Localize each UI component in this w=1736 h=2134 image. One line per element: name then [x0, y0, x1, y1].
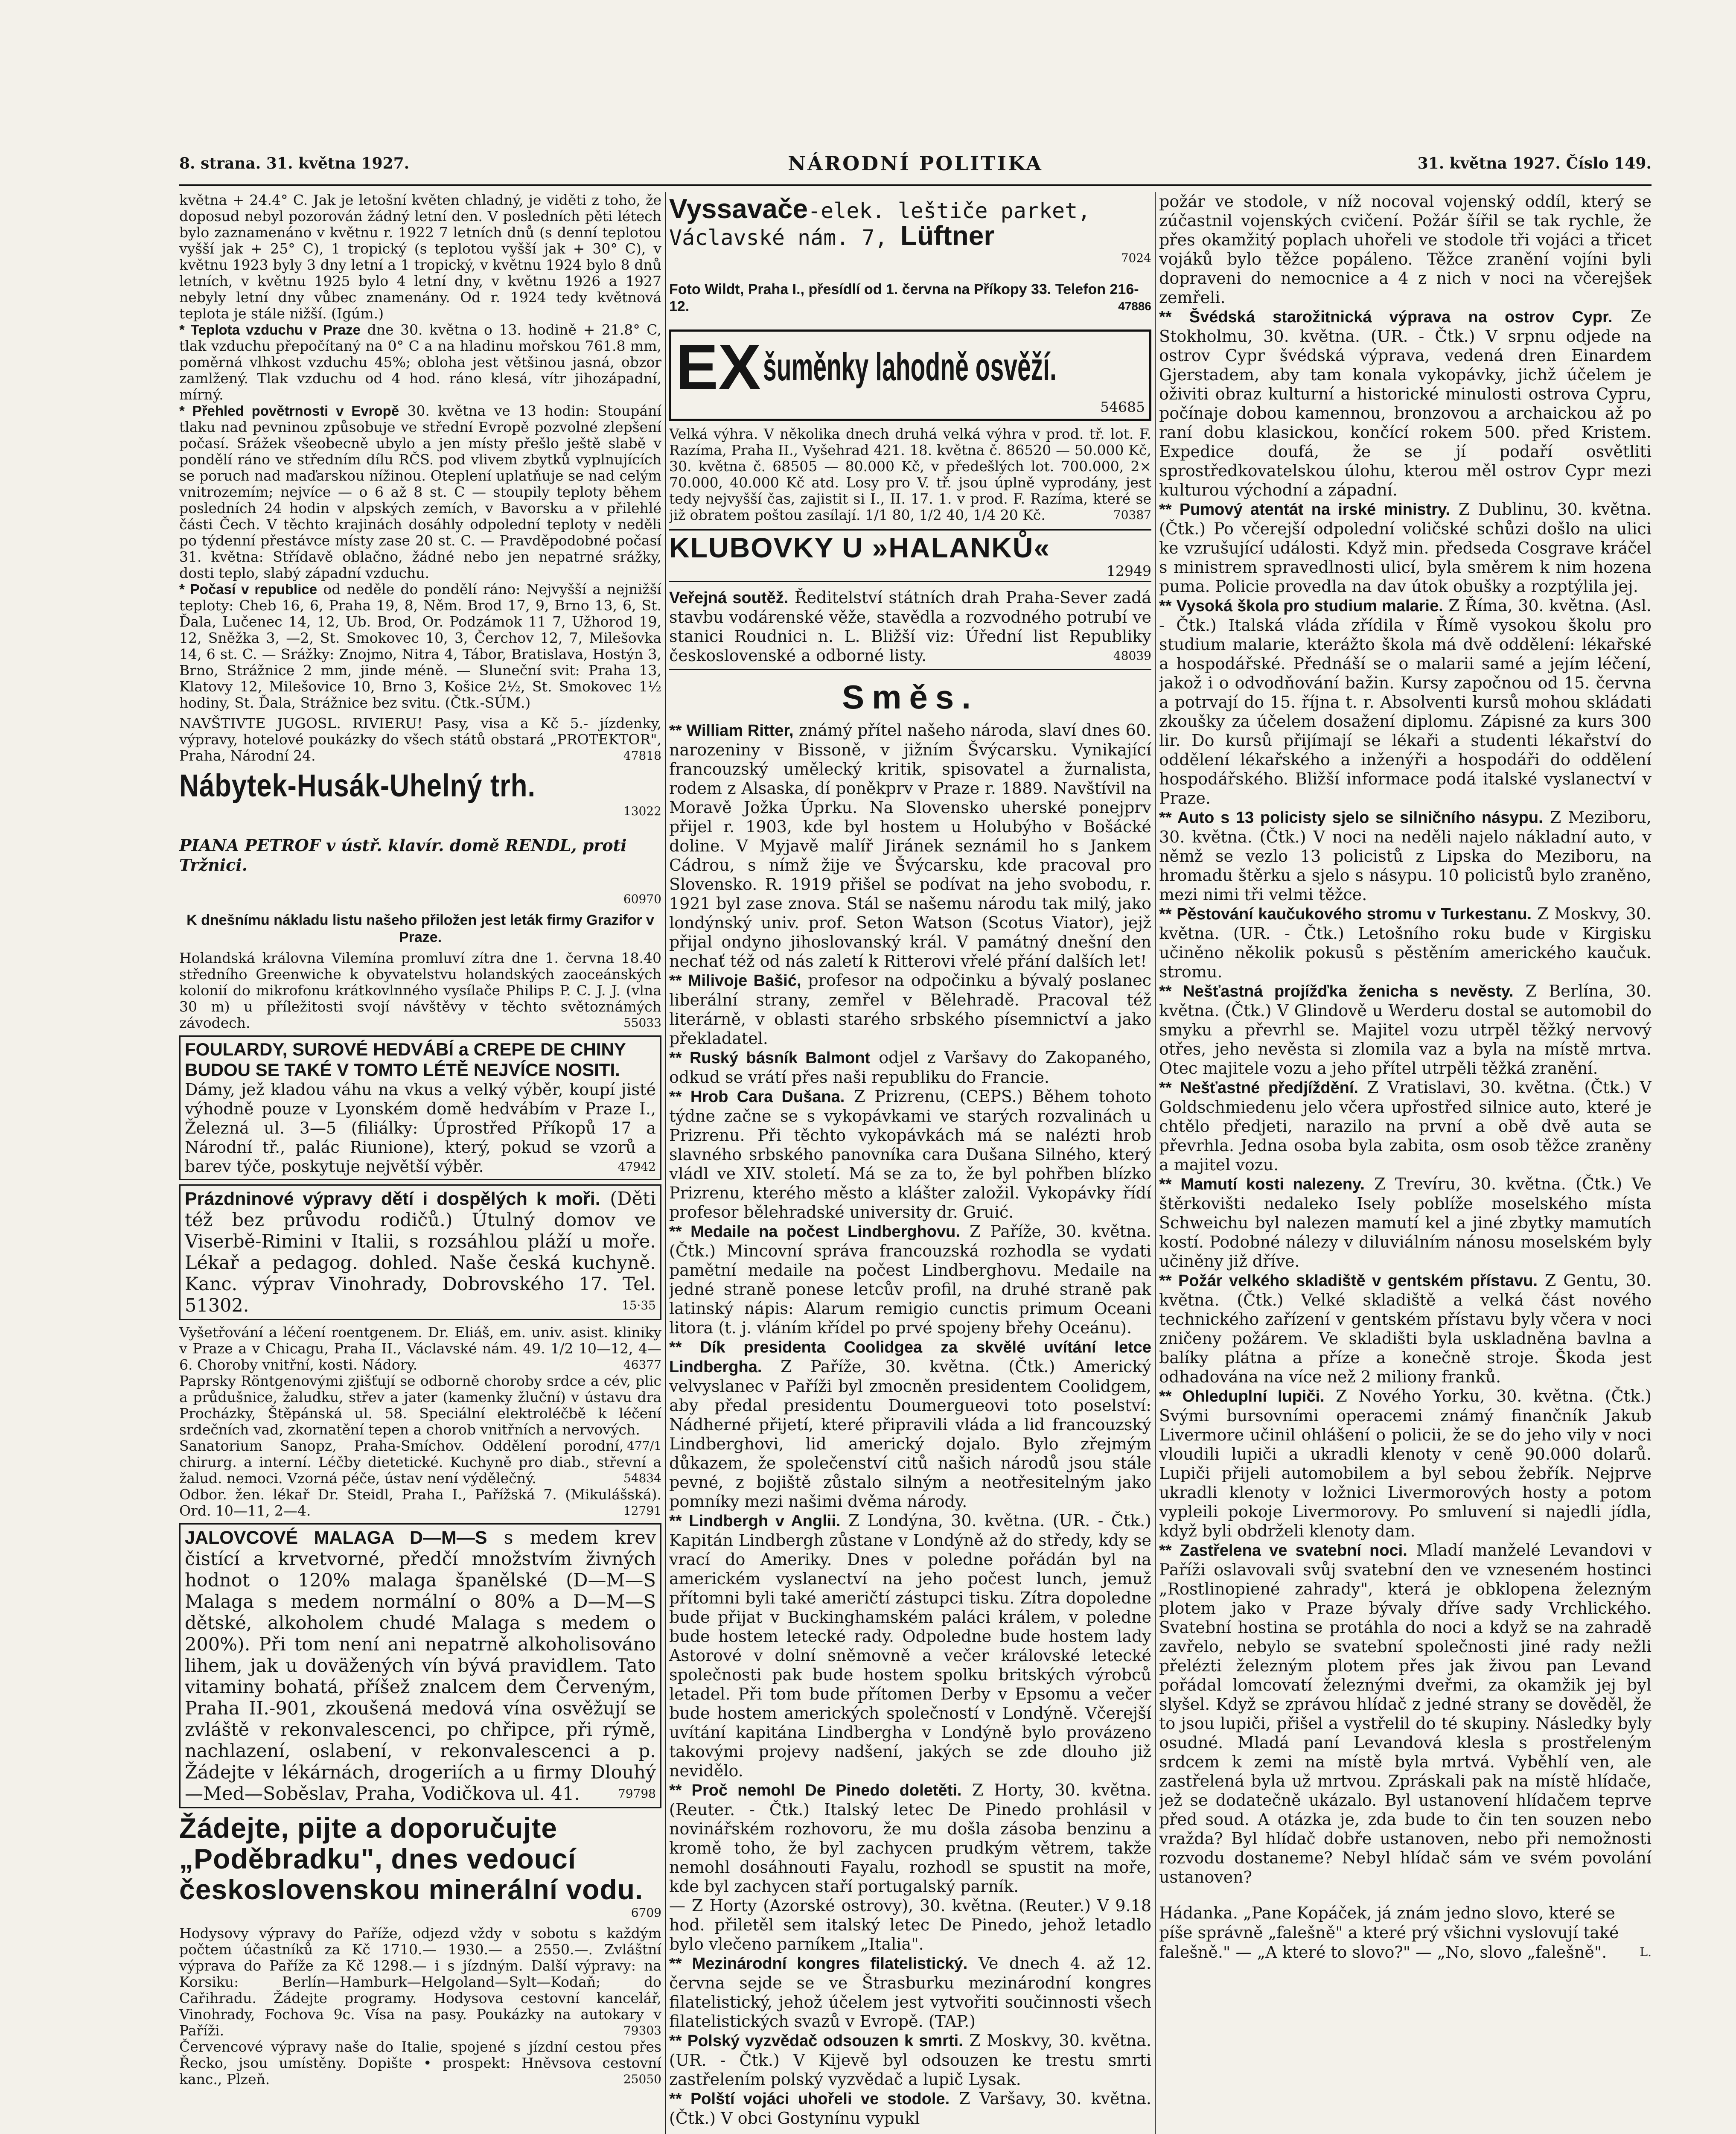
- article-polsti-vojaci: [669, 2089, 1151, 2128]
- article-heading: ** Ruský básník Balmont: [669, 1049, 871, 1067]
- article-pozar-stodola: požár ve stodole, v níž nocoval vojenský oddíl, který se zúčastnil vojenských cvičení. Požár šířil se tak rychle, že přes okamžitý poplach uhořeli ve stodole tři vojáci a třicet vojáků bylo těžce popáleno. Těžce zranění vojíni byli dopraveni do nemocnice a 4 z nich v noci na včerejšek zemřeli.: [1159, 192, 1652, 307]
- article-predjizdeni: [1159, 1078, 1652, 1175]
- article-body: profesor na odpočinku a bývalý poslanec liberální strany, zemřel v Bělehradě. Pracoval též literárně, v oblasti starého srbského písemnictví a jako překladatel.: [669, 971, 1151, 1048]
- ad-text: Holandská královna Vilemína promluví zítra dne 1. června 18.40 středního Greenwiche k obyvatelstvu holandských zaoceánských kolonií do mikrofonu krátkovlnného vysílače Philips P. C. J. J. (vlna 30 m) u příležitosti svojí návštěvy v těchto světoznámých závodech.: [179, 950, 661, 1031]
- ad-nabytek-husak: [179, 768, 661, 819]
- masthead-title: NÁRODNÍ POLITIKA: [788, 152, 1043, 175]
- ad-headline: šuměnky lahodně osvěží.: [763, 345, 1057, 389]
- ad-podebradka: [179, 1813, 661, 1921]
- ad-headline: Prázdninové výpravy dětí i dospělých k moři.: [185, 1189, 600, 1209]
- ad-prazdninove-vypravy: [179, 1184, 661, 1320]
- article-horty: — Z Horty (Azorské ostrovy), 30. května. (Reuter.) V 9.18 hod. přiletěl sem italský letec De Pinedo, jehož letadlo bylo vlečeno parníkem „Italia".: [669, 1896, 1151, 1953]
- ad-number: 48039: [1113, 649, 1151, 663]
- ad-number: 60970: [623, 892, 661, 906]
- ad-text: Vyšetřování a léčení roentgenem. Dr. Eliáš, em. univ. asist. kliniky v Praze a v Chicagu, Praha II., Václavské nám. 49. 1/2 10—12, 4—6. Choroby vnitřní, kosti. Nádory.: [179, 1324, 661, 1373]
- article-medaile-lindbergh: [669, 1222, 1151, 1338]
- ad-number: 47818: [623, 749, 661, 763]
- ad-text: Sanatorium Sanopz, Praha-Smíchov. Oddělení porodní, chirurg. a interní. Léčby dietetické. Kuchyně pro diab., střevní a žalud. nemoci. Vzorná péče, ústav není výdělečný.: [179, 1437, 661, 1487]
- ad-headline: JALOVCOVÉ MALAGA D—M—S: [185, 1528, 487, 1548]
- article-heading: ** Ohleduplní lupiči.: [1159, 1388, 1325, 1405]
- column-right: [1159, 192, 1652, 2134]
- article-body: Ředitelství státních drah Praha-Sever zadá stavbu vodárenské věže, stavědla a rozvodného potrubí ve stanici Roudnici n. L. Bližší viz: Úřední list Republiky československé a odborné listy.: [669, 588, 1151, 665]
- ad-number: 79798: [618, 1787, 656, 1801]
- ad-number: 46377: [623, 1358, 661, 1372]
- article-mamuti-kosti: [1159, 1175, 1652, 1271]
- ad-headline: Vyssavače: [669, 193, 808, 224]
- notice-priloha: K dnešnímu nákladu listu našeho přiložen jest leták firmy Grazifor v Praze.: [186, 912, 654, 945]
- article-body: Z Prizrenu, (CEPS.) Během tohoto týdne začne se s vykopávkami ve starých rozvalinách u Prizrenu. Při těchto vykopávkách má se nalézti hrob slavného srbského panovníka cara Dušana Silného, který vládl ve XIV. století. Má se za to, že byl pohřben blízko Prizrenu, kterého město a klášter založil. Vykopávky řídí profesor bělehradské university dr. Gruić.: [669, 1087, 1151, 1222]
- ad-text: s medem krev čistící a krvetvorné, předčí množstvím živných hodnot o 120% malaga španělské (D—M—S Malaga s medem normální o 80% a D—M—S dětské, alkoholem chudé Malaga s medem o 200%). Při tom není ani nepatrně alkoholisováno lihem, jak u doväžených vín bývá pravidlem. Tato vitaminy bohatá, příšež znalcem dem Červeným, Praha II.-901, zkoušená medová vína osvěžují se zvláště v rekonvalescenci, po chřipce, při rýmě, nachlazení, oslabení, v rekonvalescenci a p. Žádejte v lékárnách, drogeriích a u firmy Dlouhý—Med—Soběslav, Praha, Vodičkova ul. 41.: [185, 1527, 656, 1805]
- column-left: [179, 192, 661, 2134]
- ad-headline: FOULARDY, SUROVÉ HEDVÁBÍ a CREPE DE CHINY BUDOU SE TAKÉ V TOMTO LÉTĚ NEJVÍCE NOSITI.: [185, 1039, 626, 1080]
- ad-number: 12791: [623, 1504, 661, 1518]
- ad-text: PIANA PETROF v ústř. klavír. domě RENDL, proti Tržnici.: [179, 836, 627, 875]
- article-heading: * Teplota vzduchu v Praze: [179, 322, 361, 338]
- article-kongres-filatelisticky: [669, 1954, 1151, 2031]
- article-body: Z Moskvy, 30. května. (UR. - Čtk.) Letošního roku bude v Kirgisku učiněno několik pokusů s pěstěním amerického kaučuk. stromu.: [1159, 904, 1652, 981]
- article-heading: ** Mezinárodní kongres filatelistický.: [669, 1955, 968, 1973]
- ad-text: Paprsky Röntgenovými zjišťují se odborně choroby srdce a cév, plic a průdušnice, žaludku, střev a jater (kamenky žluční) v ústavu dra Procházky, Štěpánská ul. 58. Speciální elektroléčbě k léčení srdečních vad, zkornatění tepen a chorob vnitřních a nervových.: [179, 1373, 661, 1438]
- ad-odbor-lekar-steidl: [179, 1487, 661, 1519]
- article-ritter: [669, 721, 1151, 971]
- section-title-smes: Směs.: [842, 678, 979, 716]
- article-body: dne 30. května o 13. hodině + 21.8° C, tlak vzduchu přepočítaný na 0° C a na hladinu mořskou 761.8 mm, poměrná vlhkost vzduchu 45%; obloha jest většinou jasná, obzor zamlžený. Tlak vzduchu od 4 hod. ráno klesá, vítr jihozápadní, mírný.: [179, 321, 661, 403]
- ad-text: Dámy, jež kladou váhu na vkus a velký výběr, koupí jisté výhodně pouze v Lyonském domě hedvábím v Praze I., Železná ul. 3—5 (filiálky: Úprostřed Příkopů 17 a Národní tř., palác Riunione), který, pokud se vzorů a barev týče, poskytuje největší výběr.: [185, 1080, 656, 1176]
- article-heading: ** Dík presidenta Coolidgea za skvělé uvítání letce Lindbergha.: [669, 1338, 1151, 1376]
- article-heading: ** Nešťastné předjíždění.: [1159, 1079, 1358, 1097]
- ad-body: [669, 426, 1151, 523]
- ad-number: 15·35: [621, 1298, 656, 1312]
- ad-brand: Lüftner: [900, 220, 995, 251]
- header-issue-number: 31. května 1927. Číslo 149.: [1417, 155, 1652, 172]
- puzzle-text: Hádanka. „Pane Kopáček, já znám jedno slovo, které se píše správně „falešně" a které prý všichni vyslovují také falešně." — „A které to slovo?" — „No, slovo „falešně".: [1159, 1904, 1619, 1962]
- header-rule: [179, 184, 1652, 186]
- ad-hodysovy-vypravy: [179, 1925, 661, 2039]
- ad-number: 55033: [623, 1016, 661, 1030]
- article-auto-policiste: [1159, 808, 1652, 904]
- ad-cervencove-vypravy: [179, 2039, 661, 2087]
- ad-text: Velká výhra. V několika dnech druhá velká výhra v prod. tř. lot. F. Razíma, Praha II., Vyšehrad 421. 18. května č. 86520 — 50.000 Kč, 30. května č. 68505 — 80.000 Kč, v předešlých lot. 700.000, 2× 70.000, 40.000 Kč atd. Losy pro V. tř. jsou úplně vyprodány, jest tedy nejvyšší čas, zajistit si I., II. 17. 1. v prod. F. Razíma, které se již obratem poštou zasílají. 1/1 80, 1/2 40, 1/4 20 Kč.: [669, 426, 1151, 523]
- article-svatebni-noc: [1159, 1541, 1652, 1887]
- ad-body: [185, 1527, 656, 1805]
- ad-body: [669, 281, 1151, 315]
- article-heading: * Přehled povětrnosti v Evropě: [179, 403, 399, 419]
- article-body: Z Dublinu, 30. května. (Čtk.) Po včerejší odpolední voličské schůzi došlo na ulici ke vzrušující události. Když min. předseda Cosgrave kráčel s ministrem spravedlnosti ulicí, byla směrem k nim hozena puma. Policie provedla na dav útok obušky a rozptýlila jej.: [1159, 500, 1652, 596]
- article-body: Mladí manželé Levandovi v Paříži oslavovali svůj svatební den ve vzneseném hostinci „Rostlinopiené zahrady", která je obklopena železným plotem jako v Praze bývaly dříve sady Vrchlického. Svatební hostina se protáhla do noci a když se na zahradě zavřelo, nebylo se svatební společnosti jiné rady nežli přelézti železným plotem přes jak živou pan Levand pořádal lomcovatí železnými dveřmi, za okamžik jej byl slyšel. Když se zprávou hlídač z jedné strany se dověděl, že to jsou lupiči, přišel a vystřelil do té skupiny. Následky byly osudné. Mladá paní Levandová klesla s prostřeleným srdcem k zemi na místě byla mrtvá. Vyběhlí ven, ale zastřelená byla už mrtvou. Zpráskali pak na místě hlídače, jež se dodatečně ukázalo. Byl ustanovení hlídačem teprve před soud. A otázka je, zda bude to čin ten souzen nebo vražda? Byl hlídač dobře ustanoven, nebo při nemožnosti rozvodu dostaneme? Nebyl hlídač sám ve svém povolání ustanoven?: [1159, 1541, 1652, 1886]
- article-hrob-dusana: [669, 1087, 1151, 1222]
- article-lindbergh-anglie: [669, 1511, 1151, 1781]
- article-body: Ze Stokholmu, 30. května. (UR. - Čtk.) V srpnu odjede na ostrov Cypr švédská výprava, vedená dren Einardem Gjerstadem, aby tam konala vykopávky, jichž účelem je oživiti obraz kulturní a historické minulosti ostrova Cypru, počínaje dobou kamennou, bronzovou a archaickou až po raní dobu klasickou, končící rokem 500. před Kristem. Expedice doufá, že se jí podaří osvětliti sprostředkovatelskou úlohu, kterou měl ostrov Cypr mezi kulturou východní a západní.: [1159, 307, 1652, 499]
- ad-number: 7024: [1121, 251, 1151, 265]
- article-heading: ** Zastřelena ve svatební noci.: [1159, 1542, 1407, 1560]
- article-heading: ** Mamutí kosti nalezeny.: [1159, 1175, 1365, 1193]
- ad-paprsky-rontgen: [179, 1373, 661, 1453]
- ad-number: 54834: [623, 1471, 661, 1485]
- article-heading: ** Hrob Cara Dušana.: [669, 1088, 845, 1106]
- ad-klubovky: [669, 529, 1151, 582]
- ad-number: 6709: [631, 1906, 661, 1920]
- ad-number: 477/1: [627, 1439, 661, 1453]
- article-heading: ** Vysoká škola pro studium malarie.: [1159, 597, 1443, 615]
- article-heading: ** Pěstování kaučukového stromu v Turkestanu.: [1159, 905, 1532, 923]
- ad-text: Hodysovy výpravy do Paříže, odjezd vždy v sobotu s každým počtem účastníků za Kč 1710.— 1930.— a 2550.—. Zvláštní výprava do Paříže za Kč 1298.— i s jízdným. Další výpravy: na Korsiku: Berlín—Hamburk—Helgoland—Sylt—Kodaň; do Cařihradu. Žádejte programy. Hodysova cestovní kancelář, Vinohrady, Fochova 9c. Vísa na pasy. Poukázky na autokary v Paříži.: [179, 1925, 661, 2039]
- article-pumovy-atentat: [1159, 500, 1652, 596]
- article-body: známý přítel našeho národa, slaví dnes 60. narozeniny v Bissoně, v jižním Švýcarsku. Vynikající francouzský umělecký kritik, spisovatel a žurnalista, rodem z Alsaska, dí poněkprv v Praze r. 1889. Navštívil na Moravě Jožka Úprku. Na Slovensko uherské ponejprv přijel r. 1903, kde byl hostem u Holubýho v Bošácké doline. V Myjavě malíř Jiránek seznámil ho s Jankem Cádrou, s nímž žije ve Švýcarsku, kde pracoval pro Slovensko. R. 1919 přišel se podívat na jeho svobodu, r. 1921 byl zase znova. Stál se našemu národu tak milý, jako londýnský univ. prof. Seton Watson (Scotus Viator), jejž přijal ondyno jihoslovanský král. V památný dnešní den nechať též od nás zaletí k Ritterovi vřelé přání dalších let!: [669, 721, 1151, 971]
- ad-kralovna-vilemina: [179, 950, 661, 1031]
- article-heading: ** Nešťastná projížďka ženicha s nevěsty.: [1159, 982, 1514, 1000]
- article-heading: ** Lindbergh v Anglii.: [669, 1512, 841, 1530]
- article-heading: ** Polský vyzvědač odsouzen k smrti.: [669, 2032, 963, 2050]
- ad-text: Foto Wildt, Praha I., přesídlí od 1. června na Příkopy 33. Telefon 216-12.: [669, 281, 1139, 315]
- ad-sanatorium-sanopz: [179, 1438, 661, 1487]
- article-heading: ** Proč nemohl De Pinedo doletěti.: [669, 1781, 962, 1799]
- article-body: Ve dnech 4. až 12. června sejde se ve Štrasburku mezinárodní kongres filatelistický, jehož účelem jest vytvořiti součinnosti všech filatelistických svazů v Evropě. (TAP.): [669, 1954, 1151, 2031]
- page-header: [179, 152, 1652, 181]
- ad-rontgen-elias: [179, 1324, 661, 1373]
- article-balmont: [669, 1048, 1151, 1087]
- article-body: od neděle do pondělí ráno: Nejvyšší a nejnižší teploty: Cheb 16, 6, Praha 19, 8, Něm. Brod 17, 9, Brno 13, 6, St. Ďala, Lučenec 14, 12, Ub. Brod, Or. Podzámok 11 7, Užhorod 19, 12, Sněžka 3, —2, St. Smokovec 10, 3, Čerchov 12, 7, Milešovka 14, 6 st. C. — Srážky: Znojmo, Nitra 4, Tábor, Bratislava, Hostýn 3, Brno, Strážnice 2 mm, jinde méně. — Sluneční svit: Praha 13, Klatovy 12, Milešovice 10, Brno 3, Košice 2½, St. Smokovec 1½ hodiny, St. Ďala, Strážnice bez svitu. (Čtk.-SÚM.): [179, 581, 661, 711]
- ad-velka-vyhra: [669, 426, 1151, 523]
- article-de-pinedo: [669, 1781, 1151, 1896]
- article-heading: ** Polští vojáci uhořeli ve stodole.: [669, 2090, 950, 2108]
- ad-number: 79303: [623, 2023, 661, 2038]
- ad-text: Odbor. žen. lékař Dr. Steidl, Praha I., Pařížská 7. (Mikulášská). Ord. 10—11, 2—4.: [179, 1486, 661, 1519]
- ad-foulardy: [179, 1035, 661, 1180]
- ad-number: 25050: [623, 2072, 661, 2086]
- ad-body: [179, 950, 661, 1031]
- article-pozar-gent: [1159, 1271, 1652, 1387]
- ad-body: [185, 1080, 656, 1176]
- ad-number: 47886: [1118, 300, 1151, 313]
- article-heading: * Počasí v republice: [179, 581, 317, 597]
- article-body: Z Trevíru, 30. května. (Čtk.) Ve štěrkovišti nedaleko Isely poblíže moselského místa Schweichu byl nalezen mamutí kel a jiné zbytky mamutích kostí. Podobné nálezy v diluviálním nánosu moselském byly učiněny již dříve.: [1159, 1175, 1652, 1271]
- article-body: Z Varšavy, 30. května. (Čtk.) V obci Gostynínu vypukl: [669, 2089, 1151, 2128]
- article-weather-may: května + 24.4° C. Jak je letošní květen chladný, je viděti z toho, že doposud nebyl pozorován žádný letní den. V posledních pěti létech bylo zaznamenáno v květnu r. 1922 7 letních dnů (s denní teplotou vyšší jak + 25° C), 1 tropický (s teplotou vyšší jak + 30° C), v květnu 1923 byly 3 dny letní a 1 tropický, v květnu 1924 bylo 8 dnů letních, v květnu 1925 bylo 4 letní dny, v květnu 1926 a 1927 nebyly letní dny vůbec znamenány. Od r. 1924 tedy květnová teplota je stále nižší. (Igúm.): [179, 192, 661, 322]
- article-basic: [669, 971, 1151, 1048]
- header-date-left: 8. strana. 31. května 1927.: [179, 155, 410, 172]
- article-malarie: [1159, 596, 1652, 808]
- notice-verejna-soutez: [669, 588, 1151, 665]
- ad-number: 12949: [1107, 563, 1151, 579]
- ad-headline: KLUBOVKY U »HALANKŮ«: [669, 532, 1051, 563]
- column-divider: [665, 192, 666, 2134]
- ad-headline: Žádejte, pijte a doporučujte „Poděbradku", dnes vedoucí československou minerální vodu.: [179, 1812, 644, 1905]
- ad-foto-wildt: [669, 281, 1151, 315]
- article-pocasi-republika: [179, 581, 661, 711]
- article-body: Z Meziboru, 30. května. (Čtk.) V noci na neděli najelo nákladní auto, v němž se vezlo 13 policistů z Lipska do Meziboru, na hromadu štěrku a sjelo s násypu. 10 policistů bylo zraněno, mezi nimi tři velmi těžce.: [1159, 808, 1652, 904]
- ad-jalovcove-malaga: [179, 1523, 661, 1808]
- ad-body: [179, 715, 661, 764]
- article-prehled-povetrnosti: [179, 403, 661, 581]
- article-polsky-vyzvedac: [669, 2031, 1151, 2089]
- ad-text: -elek. leštiče parket, Václavské nám. 7,: [669, 198, 1091, 250]
- article-svedska-vyprava: [1159, 307, 1652, 500]
- article-heading: Veřejná soutěž.: [669, 589, 789, 607]
- ad-number: 47942: [618, 1160, 656, 1174]
- ad-jugoslavska-riviera: [179, 715, 661, 764]
- article-body: Z Paříže, 30. května. (Čtk.) Americký velvyslanec v Paříži byl zmocněn presidentem Coolidgem, aby předal presidentu Doumergueovi toto poselství: Nádherné přijetí, které připravili vláda a lid francouzský Lindberghovi, lid americký dojalo. Bylo zřejmým důkazem, že společenství citů našich národů jsou stále pevné, z bojiště zůstalo silným a neotřesitelným jako pomníky mezi našimi dvěma národy.: [669, 1357, 1151, 1511]
- ad-brand: EX: [676, 335, 761, 399]
- column-divider: [1155, 192, 1156, 2134]
- article-body: Z Gentu, 30. května. (Čtk.) Velké skladiště a velká část nového technického zařízení v gentském přístavu byly včera v noci zničeny požárem. Ve skladišti byla uskladněna bavlna a balíky plátna a příze a konečně stroje. Škoda jest odhadována na více než 2 miliony franků.: [1159, 1271, 1652, 1386]
- article-body: odjel z Varšavy do Zakopaného, odkud se vrátí přes naši republiku do Francie.: [669, 1048, 1151, 1087]
- column-middle: [669, 192, 1151, 2134]
- ad-piana-petrof: [179, 836, 661, 907]
- article-body: Z Říma, 30. května. (Asl. - Čtk.) Italská vláda zřídila v Římě vysokou školu pro studium malarie, kterážto škola má dvě oddělení: lékařské a hospodářské. Přednáší se o malarii samé a jejím léčení, jakož i o odvodňování bažin. Kursy započnou od 15. června a potrvají do 15. října t. r. Absolventi kursů mohou skládati zkoušky za účelem dosažení diplomu. Zápisné za kurs 300 lir. Do kursů přijímají se lékaři a studenti lékařství do oddělení lékařského a inženýři a hospodáři do oddělení hospodářského. Bližší informace podá italské vyslanectví v Praze.: [1159, 596, 1652, 808]
- article-teplota: [179, 322, 661, 403]
- article-body: Z Vratislavi, 30. května. (Čtk.) V Goldschmiedenu jelo včera upřostřed silnice auto, které je chtělo předjeti, narazilo na první a obě dvě auta se převrhla. Jedna osoba byla zabita, osm osob těžce zraněny a majitel vozu.: [1159, 1078, 1652, 1174]
- article-heading: ** Medaile na počest Lindberghovu.: [669, 1223, 960, 1241]
- ad-text: Červencové výpravy naše do Italie, spojené s jízdní cestou přes Řecko, jsou umístěny. Dopište • prospekt: Hněvsova cestovní kanc., Plzeň.: [179, 2038, 661, 2087]
- ad-number: 70387: [1113, 508, 1151, 522]
- article-body: Z Londýna, 30. května. (UR. - Čtk.) Kapitán Lindbergh zůstane v Londýně až do středy, kdy se vrací do Ameriky. Dnes v poledne pořádán byl na americkém vyslanectví na jeho počest lunch, jemuž přítomni byli také američtí zástupci tisku. Zítra dopoledne bude přijat v Buckinghamském paláci králem, v poledne bude hostem letecké rady. Odpoledne bude hostem lady Astorové v dolní sněmovně a večer královské letecké společnosti pak bude hostem spolku britských výrobců letadel. Při tom bude přítomen Derby v Epsomu a večer bude hostem amerických společností v Londýně. Včerejší uvítání kapitána Lindbergha v Londýně bylo provázeno takovými projevy nadšení, jakých se zde dlouho již nevidělo.: [669, 1511, 1151, 1780]
- article-body: Z Moskvy, 30. května. (UR. - Čtk.) V Kijevě byl odsouzen ke trestu smrti zastřelením polský vyzvědač a lupič Lysak.: [669, 2031, 1151, 2089]
- article-body: Z Berlína, 30. května. (Čtk.) V Glindově u Werderu dostal se automobil do smyku a převrhl se. Majitel vozu utrpěl těžký nervový otřes, jeho nevěsta si zlomila vaz a byla na místě mrtva. Otec majitele vozu a jeho přítel utrpěli těžká zranění.: [1159, 982, 1652, 1078]
- puzzle-hadanka: [1159, 1903, 1652, 1962]
- article-body: Z Paříže, 30. května. (Čtk.) Mincovní správa francouzská rozhodla se vydati pamětní medaile na počest Lindberghovu. Medaile na jedné straně ponese letcův profil, na druhé straně pak latinský nápis: Alarum remigio cunctis primum Oceani litora (t. j. vláním křídel po prvé spojeny břehy Oceánu).: [669, 1222, 1151, 1337]
- ad-vyssavace-luftner: [669, 193, 1151, 266]
- ad-headline: Nábytek-Husák-Uhelný trh.: [179, 768, 536, 803]
- ad-ex-sumenky: [669, 329, 1151, 421]
- ad-number: 13022: [623, 804, 661, 818]
- article-body: Z Horty, 30. května. (Reuter. - Čtk.) Italský letec De Pinedo prohlásil v novinářském rozhovoru, že mu došla zásoba benzinu a kromě toho, že byl zachycen prudkým větrem, takže nemohl dosáhnouti Fayalu, rozhodl se spustit na moře, kde byl zachycen staří portugalský parník.: [669, 1781, 1151, 1896]
- ad-text: (Děti též bez průvodu rodičů.) Útulný domov ve Viserbě-Rimini v Italii, s rozsáhlou pláží u moře. Lékař a pedagog. dohled. Naše česká kuchyně. Kanc. výprav Vinohrady, Dobrovského 17. Tel. 51302.: [185, 1188, 656, 1316]
- article-lupici: [1159, 1387, 1652, 1541]
- ad-number: 54685: [1100, 399, 1145, 415]
- article-heading: ** Pumový atentát na irské ministry.: [1159, 501, 1450, 519]
- article-body: Z Nového Yorku, 30. května. (Čtk.) Svými bursovními operacemi známý finančník Jakub Livermore učinil ohlášení o policii, že se do jeho vily v noci vloudili lupiči a ukradli klenoty v ceně 90.000 dolarů. Lupiči přijeli automobilem a byl sebou žebřík. Nejprve ukradli klenoty v ložnici Livermorových hosty a potom vypleili pokoje Livermorovy. Po smluvení si najedli jídla, když byli obdrželi klenoty dam.: [1159, 1387, 1652, 1540]
- article-heading: ** Milivoje Bašić,: [669, 972, 801, 990]
- article-coolidge: [669, 1338, 1151, 1511]
- ad-body: [185, 1188, 656, 1316]
- section-rule: [669, 669, 1151, 670]
- ad-text: NAVŠTIVTE JUGOSL. RIVIERU! Pasy, visa a Kč 5.- jízdenky, výpravy, hotelové poukázky do všech států obstará „PROTEKTOR", Praha, Národní 24.: [179, 715, 661, 764]
- article-heading: ** Švédská starožitnická výprava na ostrov Cypr.: [1159, 308, 1613, 326]
- article-kaucuk: [1159, 904, 1652, 982]
- article-projizdka: [1159, 982, 1652, 1078]
- puzzle-signature: L.: [1640, 1945, 1652, 1959]
- article-heading: ** Auto s 13 policisty sjelo se silničního násypu.: [1159, 809, 1543, 827]
- article-heading: ** Požár velkého skladiště v gentském přístavu.: [1159, 1272, 1538, 1290]
- article-heading: ** William Ritter,: [669, 722, 794, 740]
- article-body: 30. května ve 13 hodin: Stoupání tlaku nad pevninou způsobuje ve střední Evropě pozvolné zlepšení počasí. Srážek všeobecně ubylo a jen místy přešlo ještě slabě v pondělí ráno ve středním dílu RČS. pod vlivem zbytků vyplnujících se poruch nad maďarskou nížinou. Oteplení uplatňuje se nad celým vnitrozemím; nejvíce — o 6 až 8 st. C — stoupily teploty během posledních 24 hodin v alpských zemích, v Bavorsku a v přilehlé části Čech. V těchto krajinách dosáhly odpolední teploty v neděli po týdenní přestávce místy zase 20 st. C. — Pravděpodobné počasí 31. května: Střídavě oblačno, žádné nebo jen nepatrné srážky, dosti teplo, slabý západní vzduchu.: [179, 402, 661, 581]
